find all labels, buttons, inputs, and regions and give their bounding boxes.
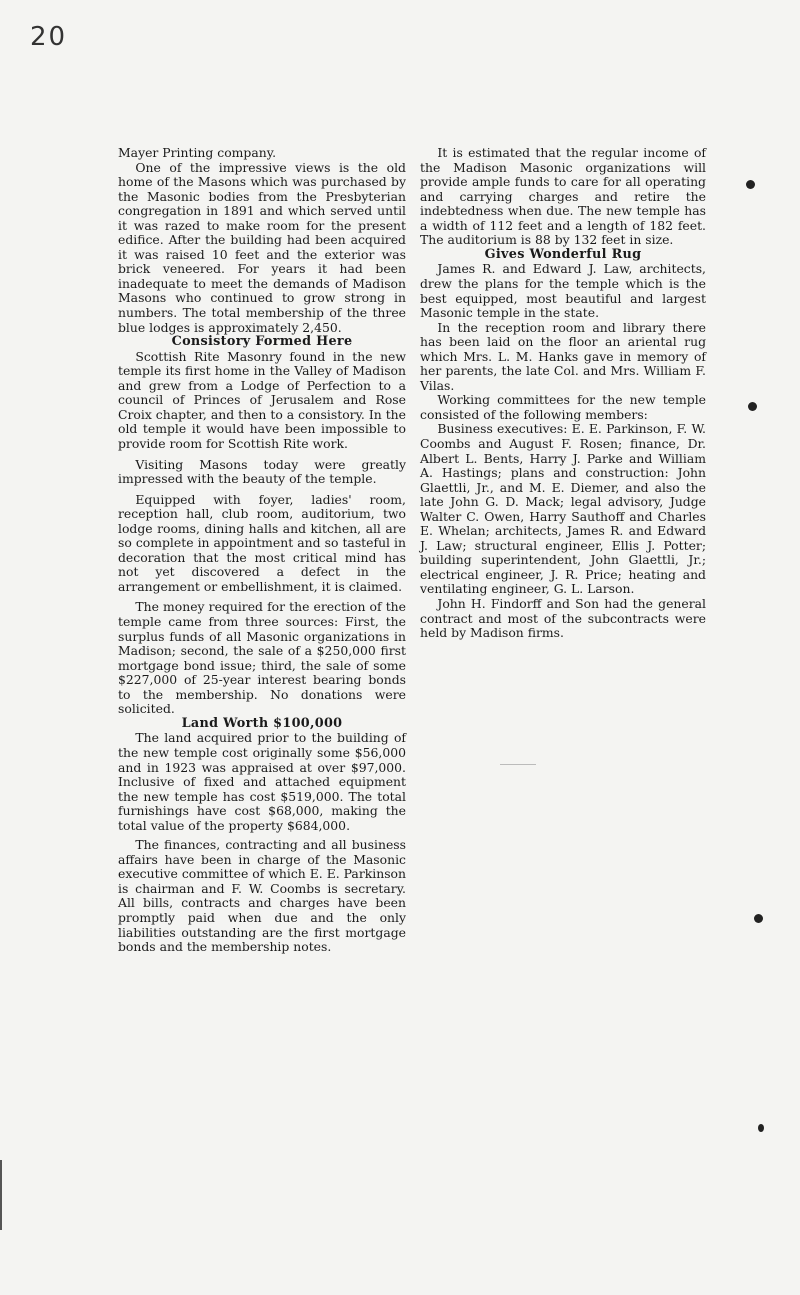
paragraph: In the reception room and library there has been laid on the floor an ariental rug which Mrs. L. M. Hanks gave in memory of her parents, the late Col. and Mrs. William F. Vilas. — [420, 319, 706, 393]
scan-edge — [0, 1160, 2, 1230]
subheading-consistory: Consistory Formed Here — [171, 334, 353, 350]
subheading-wonderful-rug: Gives Wonderful Rug — [484, 246, 642, 262]
column-end-rule — [500, 764, 536, 765]
paragraph: Equipped with foyer, ladies' room, reception hall, club room, auditorium, two lodge rooms, dining halls and kitchen, all are so complete in appointment and so tasteful in decoration that the most critical mind has not yet discovered a defect in the arrangement or embellishment, it is claimed. — [118, 491, 406, 594]
paragraph: The money required for the erection of the temple came from three sources: First, the surplus funds of all Masonic organizations in Madison; second, the sale of a $250,000 first mortgage bond issue; third, the sale of some $227,000 of 25-year interest bearing bonds to the membership. No donations were solicited. — [118, 599, 406, 717]
paragraph: James R. and Edward J. Law, architects, drew the plans for the temple which is the best equipped, most beautiful and largest Masonic temple in the state. — [420, 261, 706, 321]
paragraph: The finances, contracting and all business affairs have been in charge of the Masonic executive committee of which E. E. Parkinson is chairman and F. W. Coombs is secretary. All bills, contracts and charges have been promptly paid when due and the only liabilities outstanding are the first mortgage bonds and the membership notes. — [118, 837, 406, 955]
binder-hole-mark — [758, 1124, 764, 1132]
paragraph: Working committees for the new temple consisted of the following members: — [420, 392, 706, 422]
subheading-land-worth: Land Worth $100,000 — [181, 715, 343, 731]
page-number: 20 — [30, 22, 68, 52]
paragraph: The land acquired prior to the building of the new temple cost originally some $56,000 and in 1923 was appraised at over $97,000. Inclusive of fixed and attached equipment the new temple has cost $519,000. The total furnishings have cost $68,000, making the total value of the property $684,000. — [118, 730, 406, 833]
paragraph: One of the impressive views is the old home of the Masons which was purchased by the Masonic bodies from the Presbyterian congregation in 1891 and which served until it was razed to make room for the present edifice. After the building had been acquired it was raised 10 feet and the exterior was brick veneered. For years it had been inadequate to meet the demands of Madison Masons who continued to grow strong in numbers. The total membership of the three blue lodges is approximately 2,450. — [118, 159, 406, 335]
article-column-right — [420, 146, 706, 641]
paragraph: Business executives: E. E. Parkinson, F. W. Coombs and August F. Rosen; finance, Dr. Albert L. Bents, Harry J. Parke and William A. Hastings; plans and construction: John Glaettli, Jr., and M. E. Diemer, and also the late John G. D. Mack; legal advisory, Judge Walter C. Owen, Harry Sauthoff and Charles E. Whelan; architects, James R. and Edward J. Law; structural engineer, Ellis J. Potter; building superintendent, John Glaettli, Jr.; electrical engineer, J. R. Price; heating and ventilating engineer, G. L. Larson. — [420, 421, 706, 597]
binder-hole-mark — [746, 180, 755, 189]
paragraph: It is estimated that the regular income of the Madison Masonic organizations will provide ample funds to care for all operating and carrying charges and retire the indebtedness when due. The new temple has a width of 112 feet and a length of 182 feet. The auditorium is 88 by 132 feet in size. — [420, 145, 706, 248]
paragraph: Visiting Masons today were greatly impressed with the beauty of the temple. — [118, 456, 406, 487]
binder-hole-mark — [748, 402, 757, 411]
binder-hole-mark — [754, 914, 763, 923]
paragraph: Scottish Rite Masonry found in the new temple its first home in the Valley of Madison and grew from a Lodge of Perfection to a council of Princes of Jerusalem and Rose Croix chapter, and then to a consistory. In the old temple it would have been impossible to provide room for Scottish Rite work. — [118, 348, 406, 451]
paragraph: Mayer Printing company. — [118, 145, 277, 160]
paragraph: John H. Findorff and Son had the general contract and most of the subcontracts were held by Madison firms. — [420, 596, 706, 641]
article-column-left — [118, 146, 406, 955]
